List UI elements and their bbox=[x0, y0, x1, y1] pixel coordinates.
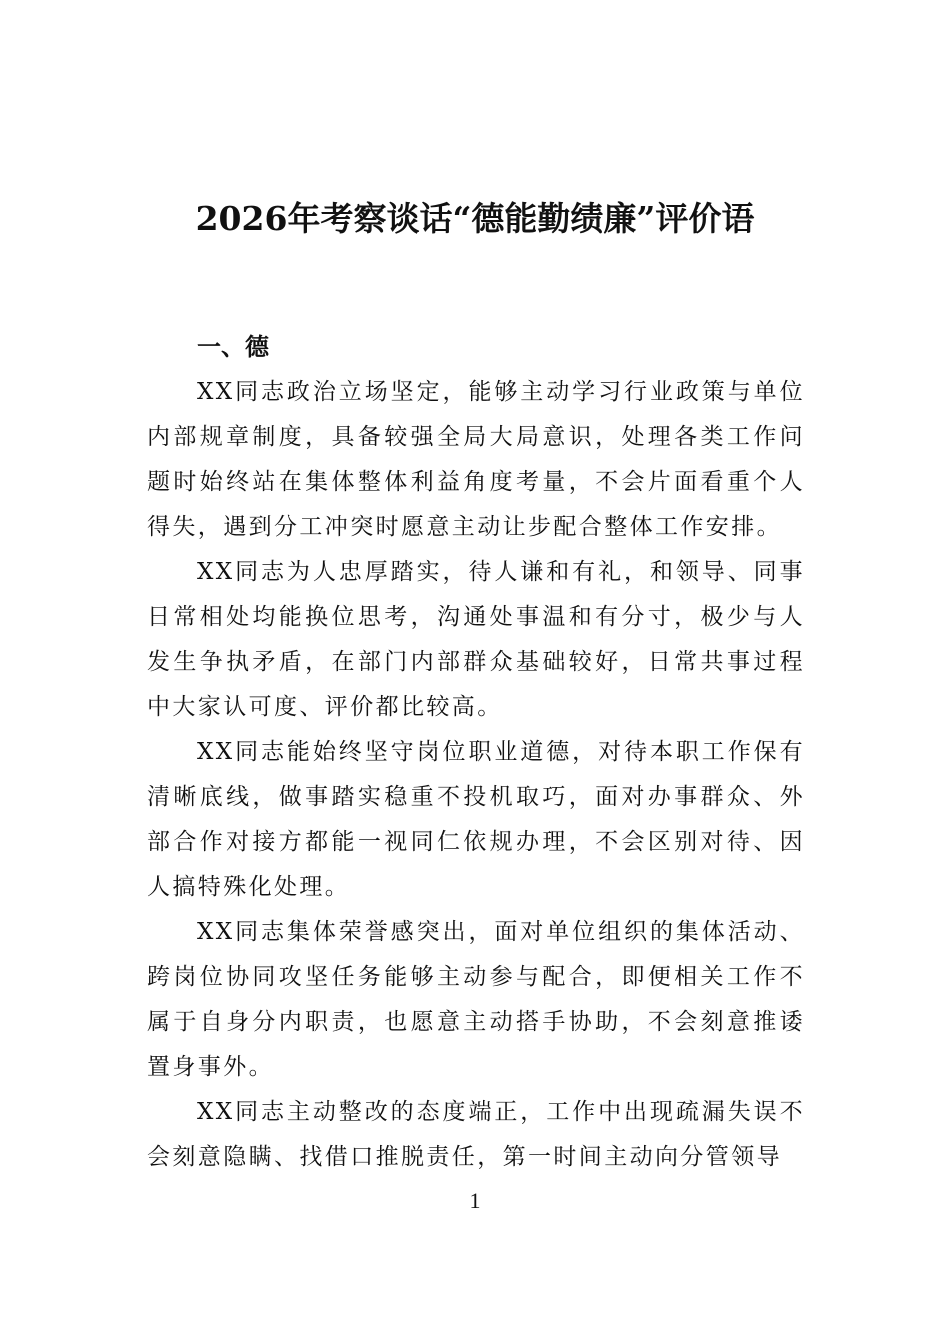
document-title: 2026年考察谈话“德能勤绩廉”评价语 bbox=[195, 199, 755, 238]
body-paragraph: XX同志集体荣誉感突出，面对单位组织的集体活动、跨岗位协同攻坚任务能够主动参与配合，即便相关工作不属于自身分内职责，也愿意主动搭手协助，不会刻意推诿置身事外。 bbox=[147, 919, 805, 1080]
document-body bbox=[147, 325, 805, 1180]
body-paragraph: XX同志政治立场坚定，能够主动学习行业政策与单位内部规章制度，具备较强全局大局意识，处理各类工作问题时始终站在集体整体利益角度考量，不会片面看重个人得失，遇到分工冲突时愿意主动让步配合整体工作安排。 bbox=[147, 379, 805, 540]
page-number: 1 bbox=[469, 1188, 481, 1213]
section-heading-de: 一、德 bbox=[197, 333, 269, 361]
body-paragraph: XX同志主动整改的态度端正，工作中出现疏漏失误不会刻意隐瞒、找借口推脱责任，第一时间主动向分管领导 bbox=[147, 1099, 805, 1170]
body-paragraph: XX同志为人忠厚踏实，待人谦和有礼，和领导、同事日常相处均能换位思考，沟通处事温和有分寸，极少与人发生争执矛盾，在部门内部群众基础较好，日常共事过程中大家认可度、评价都比较高。 bbox=[147, 559, 805, 720]
body-paragraph: XX同志能始终坚守岗位职业道德，对待本职工作保有清晰底线，做事踏实稳重不投机取巧，面对办事群众、外部合作对接方都能一视同仁依规办理，不会区别对待、因人搞特殊化处理。 bbox=[147, 739, 805, 900]
